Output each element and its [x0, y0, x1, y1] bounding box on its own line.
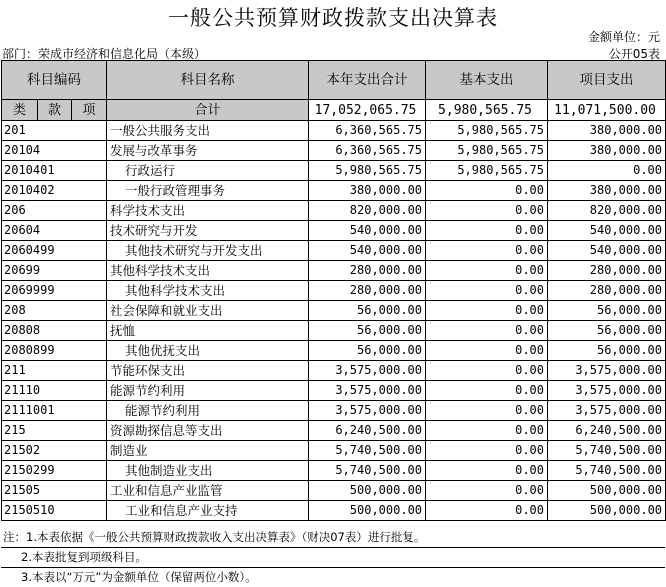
subject-name: 行政运行	[107, 161, 309, 181]
project-amount: 56,000.00	[548, 321, 666, 341]
basic-amount: 5,980,565.75	[426, 161, 548, 181]
table-row	[2, 481, 666, 501]
subject-code: 20808	[2, 321, 107, 341]
table-row	[2, 221, 666, 241]
project-amount: 540,000.00	[548, 241, 666, 261]
table-row	[2, 401, 666, 421]
subject-code: 2010402	[2, 181, 107, 201]
total-project: 11,071,500.00	[548, 100, 666, 121]
project-amount: 500,000.00	[548, 481, 666, 501]
subject-code: 211	[2, 361, 107, 381]
total-amount: 820,000.00	[309, 201, 426, 221]
subject-name: 资源勘探信息等支出	[107, 421, 309, 441]
subject-name: 一般公共服务支出	[107, 121, 309, 141]
table-row	[2, 261, 666, 281]
header-project: 项目支出	[548, 61, 666, 100]
subheader-kuan: 款	[38, 100, 72, 121]
subheader-row	[2, 100, 666, 121]
department-label: 部门：荣成市经济和信息化局（本级）	[2, 47, 207, 61]
table-row	[2, 441, 666, 461]
total-amount: 280,000.00	[309, 281, 426, 301]
subject-name: 发展与改革事务	[107, 141, 309, 161]
subheader-xiang: 项	[72, 100, 107, 121]
subject-name: 工业和信息产业支持	[107, 501, 309, 521]
basic-amount: 0.00	[426, 221, 548, 241]
basic-amount: 0.00	[426, 341, 548, 361]
total-sum: 17,052,065.75	[309, 100, 426, 121]
subject-name: 社会保障和就业支出	[107, 301, 309, 321]
subject-code: 21502	[2, 441, 107, 461]
subject-name: 制造业	[107, 441, 309, 461]
header-total: 本年支出合计	[309, 61, 426, 100]
basic-amount: 0.00	[426, 321, 548, 341]
total-amount: 5,740,500.00	[309, 461, 426, 481]
table-row	[2, 361, 666, 381]
table-row	[2, 321, 666, 341]
subject-code: 206	[2, 201, 107, 221]
total-amount: 56,000.00	[309, 301, 426, 321]
table-row	[2, 281, 666, 301]
project-amount: 3,575,000.00	[548, 381, 666, 401]
subject-code: 2060499	[2, 241, 107, 261]
basic-amount: 0.00	[426, 281, 548, 301]
header-basic: 基本支出	[426, 61, 548, 100]
project-amount: 380,000.00	[548, 181, 666, 201]
header-name: 科目名称	[107, 61, 309, 100]
subject-name: 其他科学技术支出	[107, 281, 309, 301]
basic-amount: 0.00	[426, 201, 548, 221]
subject-code: 2010401	[2, 161, 107, 181]
header-row	[2, 61, 666, 100]
subject-name: 能源节约利用	[107, 401, 309, 421]
subject-code: 20604	[2, 221, 107, 241]
total-amount: 3,575,000.00	[309, 361, 426, 381]
total-amount: 6,360,565.75	[309, 141, 426, 161]
subject-name: 能源节约利用	[107, 381, 309, 401]
table-row	[2, 161, 666, 181]
subject-name: 其他制造业支出	[107, 461, 309, 481]
project-amount: 500,000.00	[548, 501, 666, 521]
total-label: 合计	[107, 100, 309, 121]
total-amount: 56,000.00	[309, 341, 426, 361]
notes	[1, 528, 665, 587]
table-row	[2, 461, 666, 481]
note-2: 2.本表批复到项级科目。	[1, 548, 665, 568]
project-amount: 3,575,000.00	[548, 401, 666, 421]
subject-name: 抚恤	[107, 321, 309, 341]
total-amount: 540,000.00	[309, 221, 426, 241]
project-amount: 6,240,500.00	[548, 421, 666, 441]
total-amount: 56,000.00	[309, 321, 426, 341]
basic-amount: 0.00	[426, 481, 548, 501]
total-amount: 380,000.00	[309, 181, 426, 201]
project-amount: 380,000.00	[548, 121, 666, 141]
subject-name: 科学技术支出	[107, 201, 309, 221]
table-row	[2, 341, 666, 361]
expenditure-table	[1, 60, 666, 521]
project-amount: 380,000.00	[548, 141, 666, 161]
subject-code: 2069999	[2, 281, 107, 301]
subject-code: 21110	[2, 381, 107, 401]
basic-amount: 0.00	[426, 181, 548, 201]
basic-amount: 0.00	[426, 421, 548, 441]
table-row	[2, 241, 666, 261]
subject-code: 2080899	[2, 341, 107, 361]
project-amount: 5,740,500.00	[548, 441, 666, 461]
total-amount: 5,980,565.75	[309, 161, 426, 181]
subject-code: 2150510	[2, 501, 107, 521]
table-row	[2, 141, 666, 161]
project-amount: 56,000.00	[548, 341, 666, 361]
total-amount: 280,000.00	[309, 261, 426, 281]
table-row	[2, 501, 666, 521]
basic-amount: 5,980,565.75	[426, 121, 548, 141]
basic-amount: 0.00	[426, 361, 548, 381]
project-amount: 280,000.00	[548, 261, 666, 281]
header-code: 科目编码	[2, 61, 107, 100]
basic-amount: 0.00	[426, 461, 548, 481]
note-3: 3.本表以“万元”为金额单位（保留两位小数）。	[21, 570, 257, 584]
project-amount: 0.00	[548, 161, 666, 181]
subject-code: 20699	[2, 261, 107, 281]
subject-code: 2111001	[2, 401, 107, 421]
total-amount: 5,740,500.00	[309, 441, 426, 461]
table-row	[2, 181, 666, 201]
table-row	[2, 421, 666, 441]
basic-amount: 0.00	[426, 261, 548, 281]
table-row	[2, 201, 666, 221]
basic-amount: 0.00	[426, 441, 548, 461]
subject-name: 工业和信息产业监管	[107, 481, 309, 501]
subject-name: 技术研究与开发	[107, 221, 309, 241]
basic-amount: 0.00	[426, 301, 548, 321]
project-amount: 5,740,500.00	[548, 461, 666, 481]
subject-name: 节能环保支出	[107, 361, 309, 381]
project-amount: 820,000.00	[548, 201, 666, 221]
subject-code: 208	[2, 301, 107, 321]
total-amount: 3,575,000.00	[309, 401, 426, 421]
basic-amount: 0.00	[426, 241, 548, 261]
subject-code: 20104	[2, 141, 107, 161]
basic-amount: 5,980,565.75	[426, 141, 548, 161]
basic-amount: 0.00	[426, 381, 548, 401]
subheader-lei: 类	[2, 100, 38, 121]
amount-unit: 金额单位：元	[587, 30, 660, 44]
subject-name: 其他技术研究与开发支出	[107, 241, 309, 261]
subject-name: 其他优抚支出	[107, 341, 309, 361]
subject-name: 其他科学技术支出	[107, 261, 309, 281]
project-amount: 280,000.00	[548, 281, 666, 301]
total-amount: 540,000.00	[309, 241, 426, 261]
total-amount: 3,575,000.00	[309, 381, 426, 401]
subject-code: 21505	[2, 481, 107, 501]
project-amount: 56,000.00	[548, 301, 666, 321]
subject-code: 201	[2, 121, 107, 141]
basic-amount: 0.00	[426, 401, 548, 421]
basic-amount: 0.00	[426, 501, 548, 521]
total-amount: 500,000.00	[309, 501, 426, 521]
table-row	[2, 301, 666, 321]
subject-code: 2150299	[2, 461, 107, 481]
subject-code: 215	[2, 421, 107, 441]
table-row	[2, 121, 666, 141]
total-amount: 6,240,500.00	[309, 421, 426, 441]
note-1: 注：1.本表依据《一般公共预算财政拨款收入支出决算表》（财决07表）进行批复。	[1, 528, 665, 548]
subject-name: 一般行政管理事务	[107, 181, 309, 201]
project-amount: 540,000.00	[548, 221, 666, 241]
report-title: 一般公共预算财政拨款支出决算表	[168, 6, 498, 30]
project-amount: 3,575,000.00	[548, 361, 666, 381]
form-number: 公开05表	[608, 47, 660, 61]
total-amount: 6,360,565.75	[309, 121, 426, 141]
total-basic: 5,980,565.75	[426, 100, 548, 121]
table-row	[2, 381, 666, 401]
total-amount: 500,000.00	[309, 481, 426, 501]
